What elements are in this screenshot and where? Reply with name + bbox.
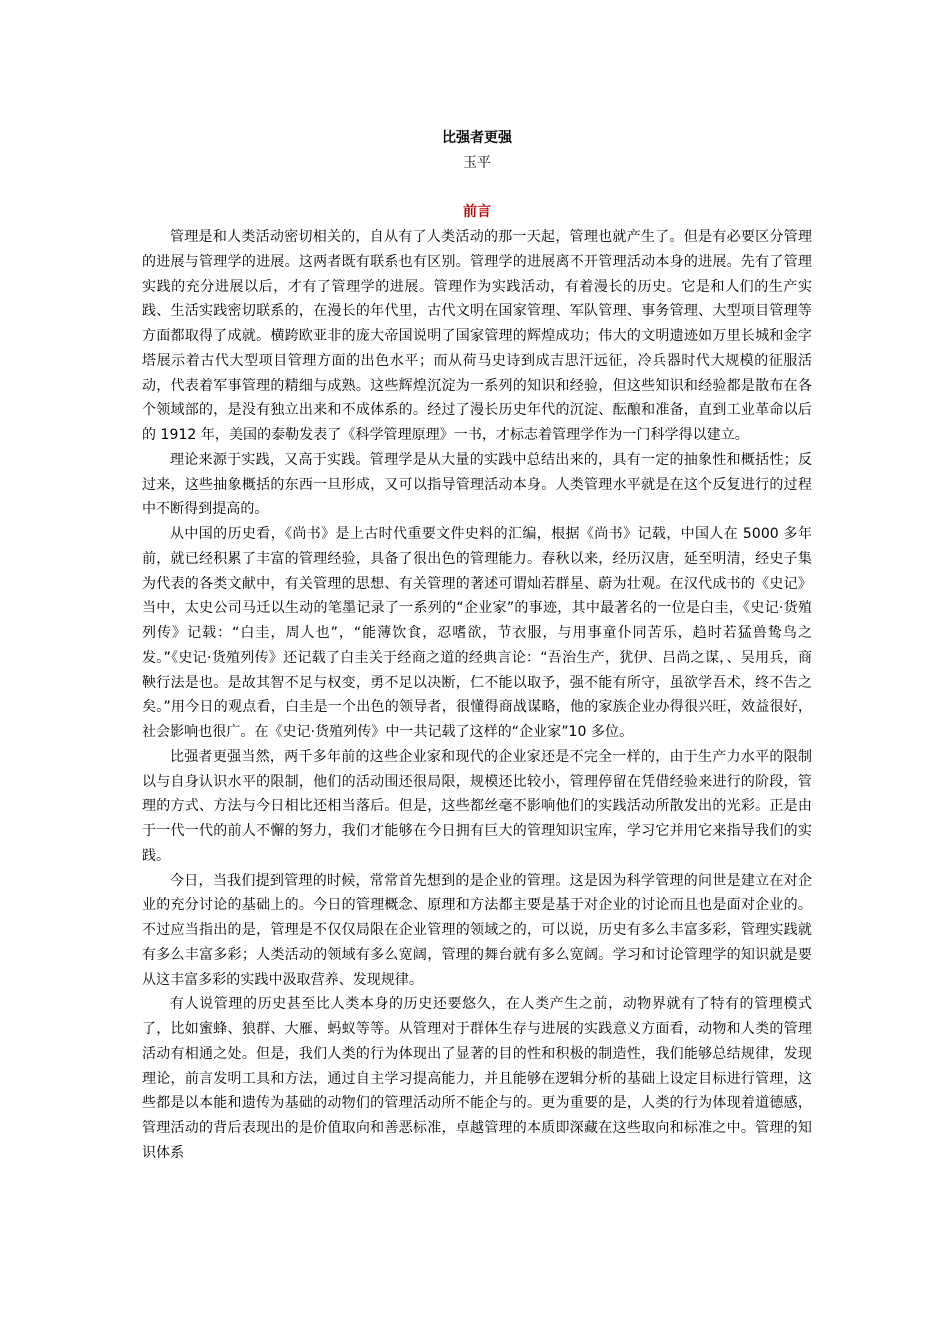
document-author: 玉平 xyxy=(463,155,491,171)
document-title: 比强者更强 xyxy=(442,130,512,146)
paragraph: 有人说管理的历史甚至比人类本身的历史还要悠久，在人类产生之前，动物界就有了特有的管理模式了，比如蜜蜂、狼群、大雁、蚂蚁等等。从管理对于群体生存与进展的实践意义方面看，动物和人类的管理活动有相通之处。但是，我们人类的行为体现出了显著的目的性和积极的制造性，我们能够总结规律，发现理论，前言发明工具和方法，通过自主学习提高能力，并且能够在逻辑分析的基础上设定目标进行管理，这些都是以本能和遗传为基础的动物们的管理活动所不能企与的。更为重要的是，人类的行为体现着道德感，管理活动的背后表现出的是价值取向和善恶标准，卓越管理的本质即深藏在这些取向和标准之中。管理的知识体系 xyxy=(142,996,812,1161)
document-body xyxy=(142,225,812,1166)
section-heading-preface: 前言 xyxy=(463,204,491,220)
paragraph: 今日，当我们提到管理的时候，常常首先想到的是企业的管理。这是因为科学管理的问世是建立在对企业的充分讨论的基础上的。今日的管理概念、原理和方法都主要是基于对企业的讨论而且也是面对企业的。不过应当指出的是，管理是不仅仅局限在企业管理的领域之的，可以说，历史有多么丰富多彩，管理实践就有多么丰富多彩；人类活动的领域有多么宽阔，管理的舞台就有多么宽阔。学习和讨论管理学的知识就是要从这丰富多彩的实践中汲取营养、发现规律。 xyxy=(142,872,812,988)
paragraph: 比强者更强当然，两千多年前的这些企业家和现代的企业家还是不完全一样的，由于生产力水平的限制以与自身认识水平的限制，他们的活动围还很局限，规模还比较小，管理停留在凭借经验来进行的阶段，管理的方式、方法与今日相比还相当落后。但是，这些都丝毫不影响他们的实践活动所散发出的光彩。正是由于一代一代的前人不懈的努力，我们才能够在今日拥有巨大的管理知识宝库，学习它并用它来指导我们的实践。 xyxy=(142,748,812,864)
paragraph: 理论来源于实践，又高于实践。管理学是从大量的实践中总结出来的，具有一定的抽象性和概括性；反过来，这些抽象概括的东西一旦形成，又可以指导管理活动本身。人类管理水平就是在这个反复进行的过程中不断得到提高的。 xyxy=(142,451,812,518)
paragraph: 管理是和人类活动密切相关的，自从有了人类活动的那一天起，管理也就产生了。但是有必要区分管理的进展与管理学的进展。这两者既有联系也有区别。管理学的进展离不开管理活动本身的进展。先有了管理实践的充分进展以后，才有了管理学的进展。管理作为实践活动，有着漫长的历史。它是和人们的生产实践、生活实践密切联系的，在漫长的年代里，古代文明在国家管理、军队管理、事务管理、大型项目管理等方面都取得了成就。横跨欧亚非的庞大帝国说明了国家管理的辉煌成功；伟大的文明遗迹如万里长城和金字塔展示着古代大型项目管理方面的出色水平；而从荷马史诗到成吉思汗远征，冷兵器时代大规模的征服活动，代表着军事管理的精细与成熟。这些辉煌沉淀为一系列的知识和经验，但这些知识和经验都是散布在各个领域部的，是没有独立出来和不成体系的。经过了漫长历史年代的沉淀、酝酿和准备，直到工业革命以后的 1912 年，美国的泰勒发表了《科学管理原理》一书，才标志着管理学作为一门科学得以建立。 xyxy=(142,229,812,443)
paragraph: 从中国的历史看，《尚书》是上古时代重要文件史料的汇编，根据《尚书》记载，中国人在 5000 多年前，就已经积累了丰富的管理经验，具备了很出色的管理能力。春秋以来，经历汉唐，延至明清，经史子集为代表的各类文献中，有关管理的思想、有关管理的著述可谓灿若群星、蔚为壮观。在汉代成书的《史记》当中，太史公司马迁以生动的笔墨记录了一系列的“企业家”的事迹，其中最著名的一位是白圭，《史记·货殖列传》记载：“白圭，周人也”，“能薄饮食，忍嗜欲，节衣服，与用事童仆同苦乐，趋时若猛兽鸷鸟之发。”《史记·货殖列传》还记载了白圭关于经商之道的经典言论：“吾治生产，犹伊、吕尚之谋，、吴用兵，商鞅行法是也。是故其智不足与权变，勇不足以决断，仁不能以取予，强不能有所守，虽欲学吾术，终不告之矣。”用今日的观点看，白圭是一个出色的领导者，很懂得商战谋略，他的家族企业办得很兴旺，效益很好，社会影响也很广。在《史记·货殖列传》中一共记载了这样的“企业家”10 多位。 xyxy=(142,526,812,740)
